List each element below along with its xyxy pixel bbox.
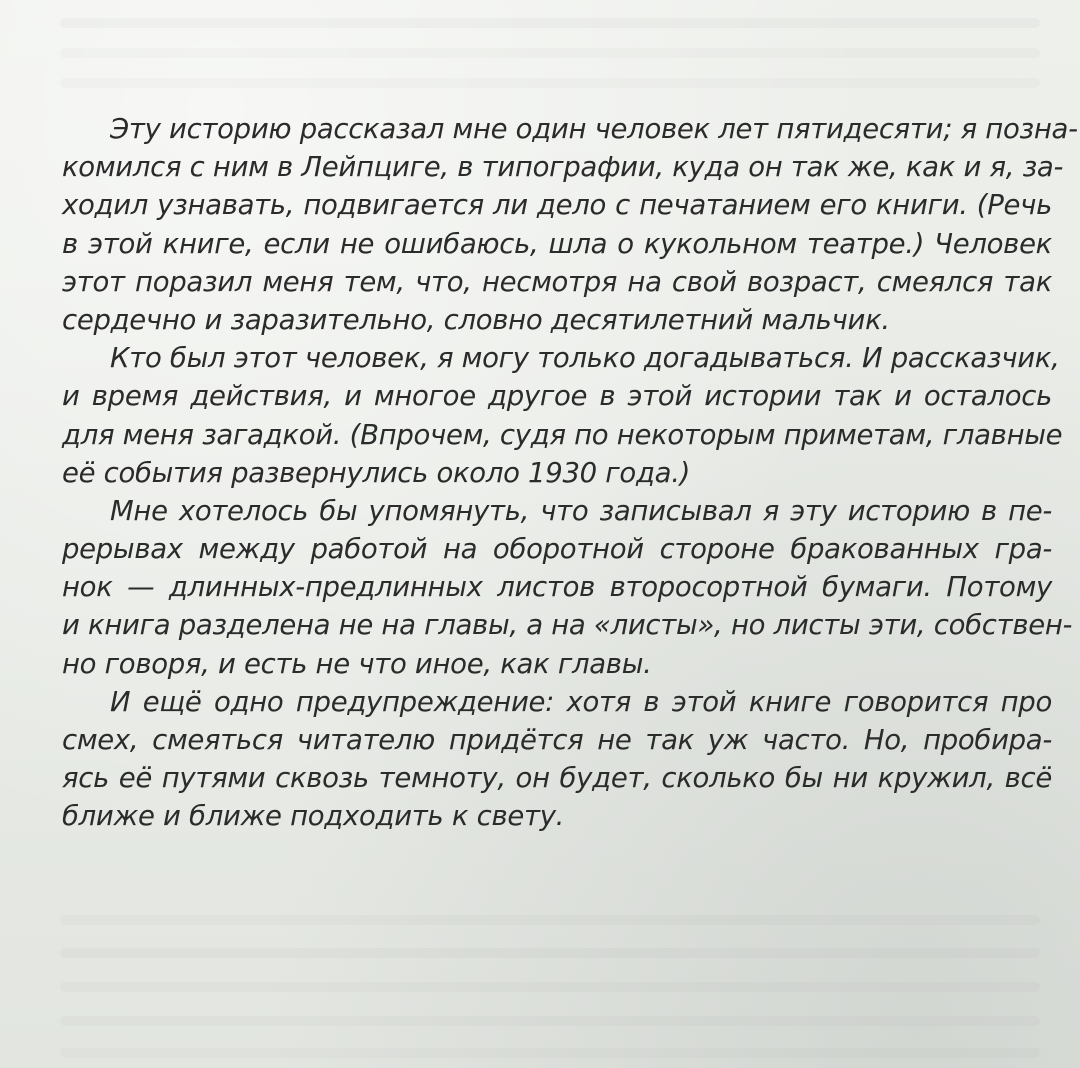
text-line: ближе и ближе подходить к свету. bbox=[62, 800, 565, 833]
paragraph-2 bbox=[62, 339, 1063, 492]
text-line: И ещё одно предупреждение: хотя в этой книге говорится про bbox=[110, 685, 1052, 718]
text-line: комился с ним в Лейпциге, в типографии, куда он так же, как и я, за- bbox=[62, 151, 1064, 184]
text-line: Кто был этот человек, я могу только догадываться. И рассказчик, bbox=[110, 342, 1060, 375]
text-line: Мне хотелось бы упомянуть, что записывал я эту историю в пе- bbox=[110, 494, 1052, 527]
text-line: рерывах между работой на оборотной стороне бракованных гра- bbox=[62, 533, 1052, 566]
show-through-line bbox=[60, 982, 1040, 992]
text-line: нок — длинных-предлинных листов второсортной бумаги. Потому bbox=[62, 571, 1052, 604]
text-line: в этой книге, если не ошибаюсь, шла о кукольном театре.) Человек bbox=[62, 227, 1052, 260]
show-through-line bbox=[60, 48, 1040, 58]
text-line: ясь её путями сквозь темноту, он будет, сколько бы ни кружил, всё bbox=[62, 762, 1052, 795]
show-through-line bbox=[60, 18, 1040, 28]
paragraph-4 bbox=[62, 683, 1052, 836]
show-through-line bbox=[60, 915, 1040, 925]
text-line: её события развернулись около 1930 года.) bbox=[62, 456, 691, 489]
show-through-line bbox=[60, 78, 1040, 88]
text-line: смех, смеяться читателю придётся не так уж часто. Но, пробира- bbox=[62, 724, 1052, 756]
show-through-line bbox=[60, 948, 1040, 958]
show-through-line bbox=[60, 1048, 1040, 1058]
text-line: и время действия, и многое другое в этой истории так и осталось bbox=[62, 380, 1052, 413]
paragraph-3 bbox=[62, 492, 1073, 683]
text-line: этот поразил меня тем, что, несмотря на свой возраст, смеялся так bbox=[62, 265, 1052, 298]
show-through-line bbox=[60, 1016, 1040, 1026]
text-line: Эту историю рассказал мне один человек лет пятидесяти; я позна- bbox=[110, 113, 1078, 145]
body-text bbox=[62, 110, 1078, 836]
text-line: для меня загадкой. (Впрочем, судя по некоторым приметам, главные bbox=[62, 418, 1063, 451]
text-line: но говоря, и есть не что иное, как главы. bbox=[62, 647, 652, 680]
text-line: и книга разделена не на главы, а на «листы», но листы эти, собствен- bbox=[62, 609, 1073, 642]
text-line: ходил узнавать, подвигается ли дело с печатанием его книги. (Речь bbox=[62, 189, 1052, 222]
paragraph-1 bbox=[62, 110, 1078, 339]
text-line: сердечно и заразительно, словно десятилетний мальчик. bbox=[62, 303, 890, 336]
